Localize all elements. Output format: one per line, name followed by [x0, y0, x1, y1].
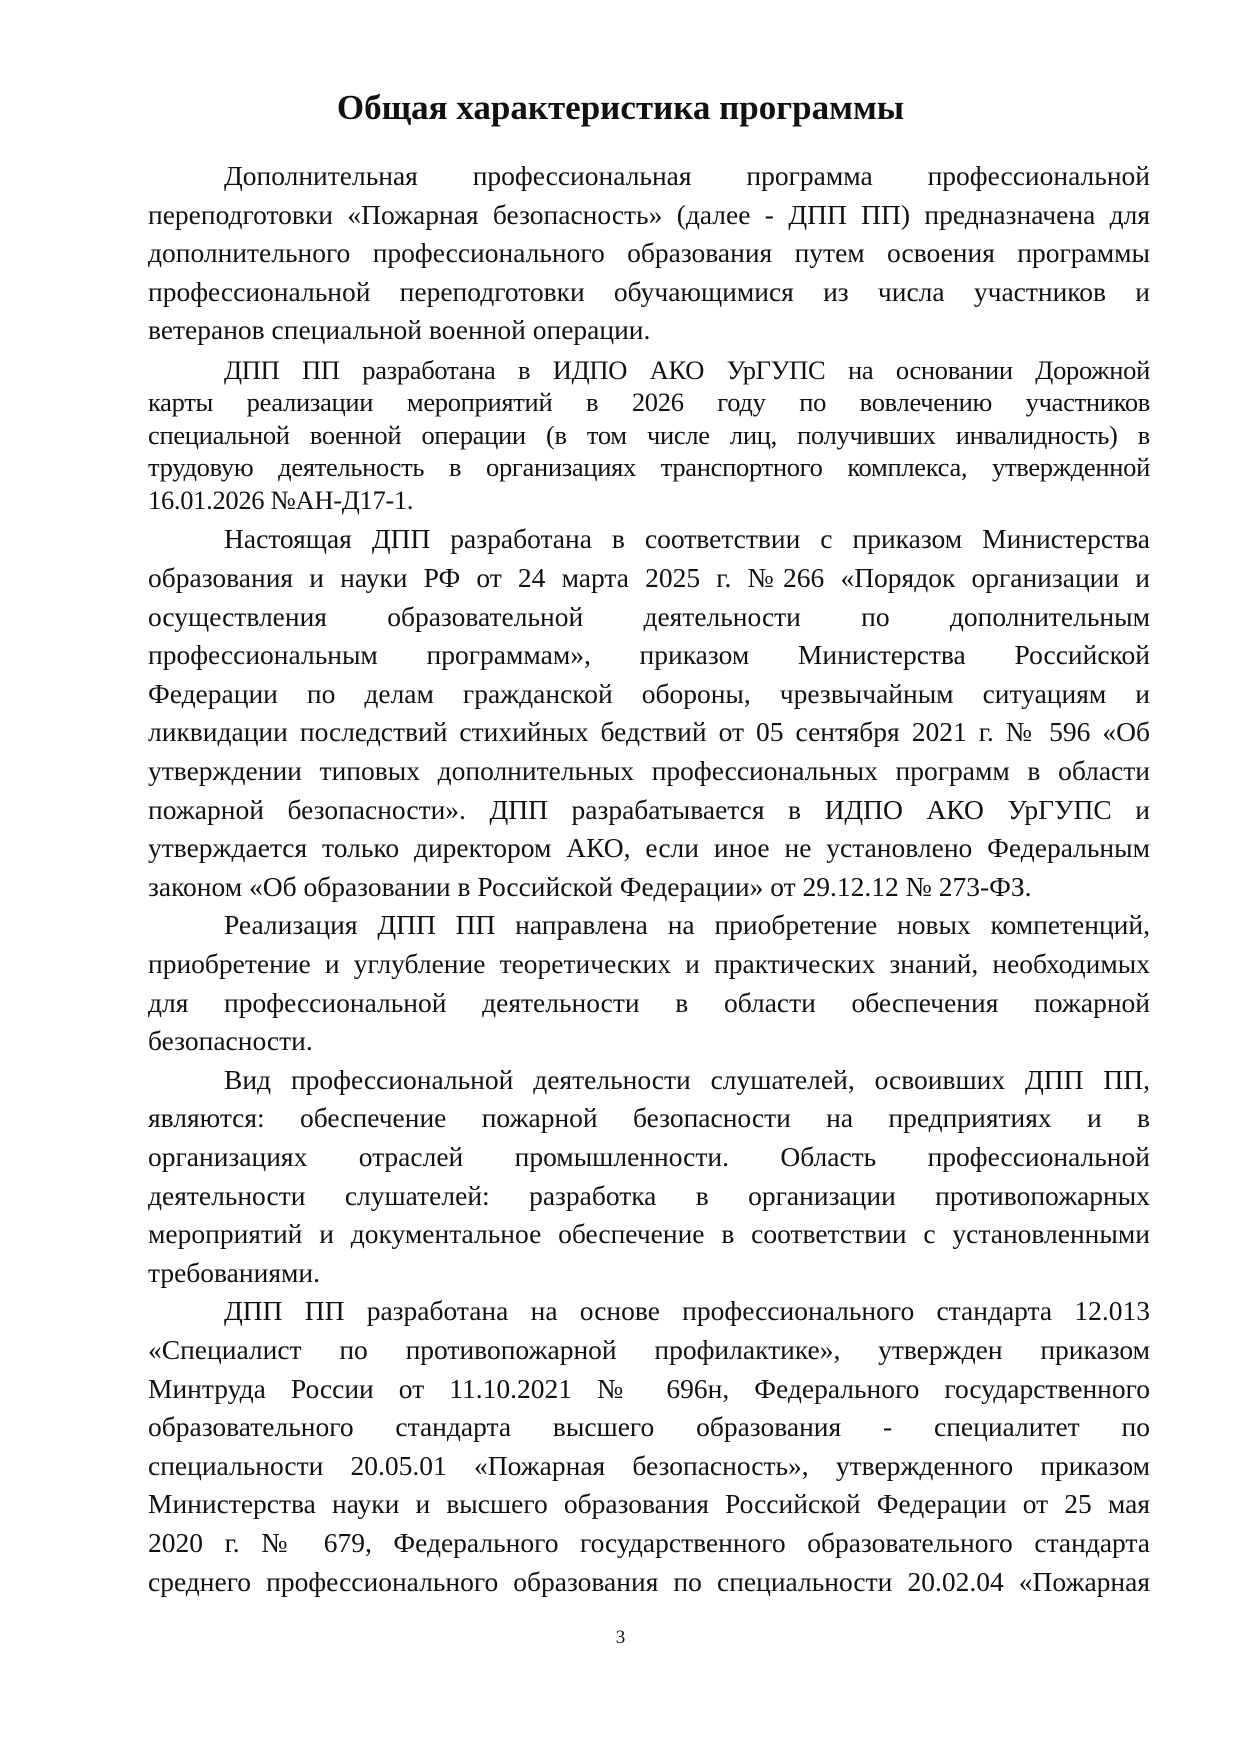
text-line: «Специалист по противопожарной профилактике», утвержден приказом — [148, 1333, 1150, 1365]
text-line: организациях отраслей промышленности. Область профессиональной — [148, 1140, 1150, 1172]
text-line: Минтруда России от 11.10.2021 № 696н, Федерального государственного — [148, 1372, 1150, 1404]
paragraph — [148, 1292, 1150, 1601]
text-line: профессиональной переподготовки обучающимися из числа участников и — [148, 275, 1150, 307]
text-line: специальной военной операции (в том числе лиц, получивших инвалидность) в — [148, 419, 1150, 450]
text-line: осуществления образовательной деятельности по дополнительным — [148, 600, 1150, 632]
text-line: законом «Об образовании в Российской Федерации» от 29.12.12 № 273-ФЗ. — [148, 870, 1032, 902]
paragraph — [148, 1061, 1150, 1293]
text-line: среднего профессионального образования по специальности 20.02.04 «Пожарная — [148, 1565, 1150, 1597]
text-line: образовательного стандарта высшего образования - специалитет по — [148, 1411, 1150, 1443]
text-line: являются: обеспечение пожарной безопасности на предприятиях и в — [148, 1102, 1150, 1134]
paragraph — [148, 157, 1150, 350]
text-line: дополнительного профессионального образования путем освоения программы — [148, 237, 1150, 269]
text-line: Министерства науки и высшего образования Российской Федерации от 25 мая — [148, 1488, 1150, 1520]
paragraph — [148, 354, 1150, 517]
text-line: Настоящая ДПП разработана в соответствии с приказом Министерства — [224, 523, 1150, 555]
text-line: специальности 20.05.01 «Пожарная безопасность», утвержденного приказом — [148, 1449, 1150, 1481]
text-line: утверждается только директором АКО, если иное не установлено Федеральным — [148, 832, 1150, 864]
text-line: Федерации по делам гражданской обороны, чрезвычайным ситуациям и — [148, 677, 1150, 709]
text-line: профессиональным программам», приказом Министерства Российской — [148, 639, 1150, 671]
paragraph — [148, 906, 1150, 1060]
text-line: Дополнительная профессиональная программа профессиональной — [224, 160, 1150, 191]
text-line: деятельности слушателей: разработка в организации противопожарных — [148, 1179, 1150, 1211]
text-line: Реализация ДПП ПП направлена на приобретение новых компетенций, — [224, 909, 1150, 941]
text-line: приобретение и углубление теоретических и практических знаний, необходимых — [148, 948, 1150, 979]
text-line: ликвидации последствий стихийных бедствий от 05 сентября 2021 г. № 596 «Об — [148, 716, 1150, 748]
text-line: безопасности. — [148, 1025, 313, 1057]
text-line: карты реализации мероприятий в 2026 году по вовлечению участников — [148, 387, 1150, 418]
text-line: утверждении типовых дополнительных профессиональных программ в области — [148, 755, 1150, 787]
text-line: требованиями. — [148, 1256, 320, 1288]
text-line: переподготовки «Пожарная безопасность» (далее - ДПП ПП) предназначена для — [148, 198, 1150, 230]
text-line: ДПП ПП разработана в ИДПО АКО УрГУПС на основании Дорожной — [224, 354, 1150, 385]
text-line: Вид профессиональной деятельности слушателей, освоивших ДПП ПП, — [224, 1063, 1150, 1095]
text-line: для профессиональной деятельности в области обеспечения пожарной — [148, 986, 1150, 1018]
text-line: 2020 г. № 679, Федерального государственного образовательного стандарта — [148, 1526, 1150, 1558]
page-title: Общая характеристика программы — [336, 88, 905, 127]
paragraph — [148, 520, 1150, 906]
document-body — [148, 157, 1150, 1601]
text-line: 16.01.2026 №АН-Д17-1. — [148, 484, 414, 515]
text-line: пожарной безопасности». ДПП разрабатывается в ИДПО АКО УрГУПС и — [148, 793, 1150, 825]
text-line: ветеранов специальной военной операции. — [148, 314, 651, 346]
text-line: ДПП ПП разработана на основе профессионального стандарта 12.013 — [224, 1295, 1150, 1327]
text-line: образования и науки РФ от 24 марта 2025 г. №266 «Порядок организации и — [148, 562, 1150, 594]
page-number: 3 — [615, 1627, 626, 1648]
text-line: трудовую деятельность в организациях транспортного комплекса, утвержденной — [148, 452, 1150, 483]
text-line: мероприятий и документальное обеспечение в соответствии с установленными — [148, 1218, 1150, 1250]
